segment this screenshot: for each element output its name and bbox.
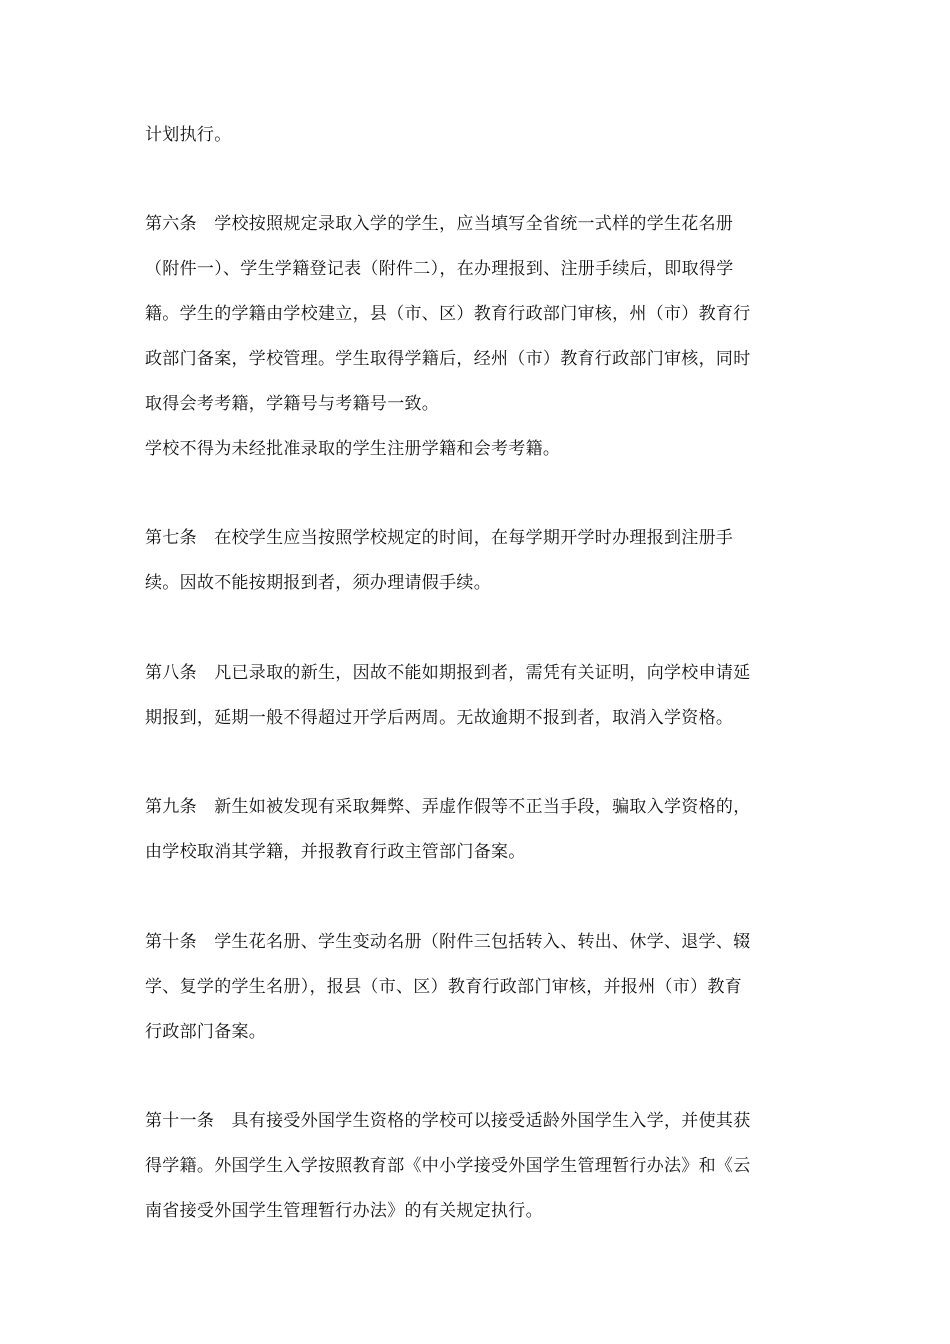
- text-line: 计划执行。: [145, 125, 232, 145]
- text-line: 学、复学的学生名册），报县（市、区）教育行政部门审核，并报州（市）教育: [145, 977, 742, 997]
- text-line: 行政部门备案。: [145, 1022, 267, 1042]
- text-line: 第十一条 具有接受外国学生资格的学校可以接受适龄外国学生入学，并使其获: [145, 1111, 751, 1131]
- text-line: 第十条 学生花名册、学生变动名册（附件三包括转入、转出、休学、退学、辍: [145, 932, 751, 952]
- text-line: 南省接受外国学生管理暂行办法》的有关规定执行。: [145, 1201, 543, 1221]
- text-line: 得学籍。外国学生入学按照教育部《中小学接受外国学生管理暂行办法》和《云: [145, 1156, 751, 1176]
- text-line: 政部门备案，学校管理。学生取得学籍后，经州（市）教育行政部门审核，同时: [145, 349, 751, 369]
- text-line: 第九条 新生如被发现有采取舞弊、弄虚作假等不正当手段，骗取入学资格的，: [145, 797, 751, 817]
- text-line: 学校不得为未经批准录取的学生注册学籍和会考考籍。: [145, 439, 561, 459]
- text-line: 籍。学生的学籍由学校建立，县（市、区）教育行政部门审核，州（市）教育行: [145, 304, 751, 324]
- text-line: 第八条 凡已录取的新生，因故不能如期报到者，需凭有关证明，向学校申请延: [145, 663, 751, 683]
- text-line: 由学校取消其学籍，并报教育行政主管部门备案。: [145, 842, 526, 862]
- text-line: 续。因故不能按期报到者，须办理请假手续。: [145, 573, 491, 593]
- text-line: 期报到，延期一般不得超过开学后两周。无故逾期不报到者，取消入学资格。: [145, 708, 734, 728]
- text-line: （附件一）、学生学籍登记表（附件二），在办理报到、注册手续后，即取得学: [145, 259, 734, 279]
- text-line: 取得会考考籍，学籍号与考籍号一致。: [145, 394, 440, 414]
- text-line: 第六条 学校按照规定录取入学的学生，应当填写全省统一式样的学生花名册: [145, 214, 734, 234]
- text-line: 第七条 在校学生应当按照学校规定的时间，在每学期开学时办理报到注册手: [145, 528, 734, 548]
